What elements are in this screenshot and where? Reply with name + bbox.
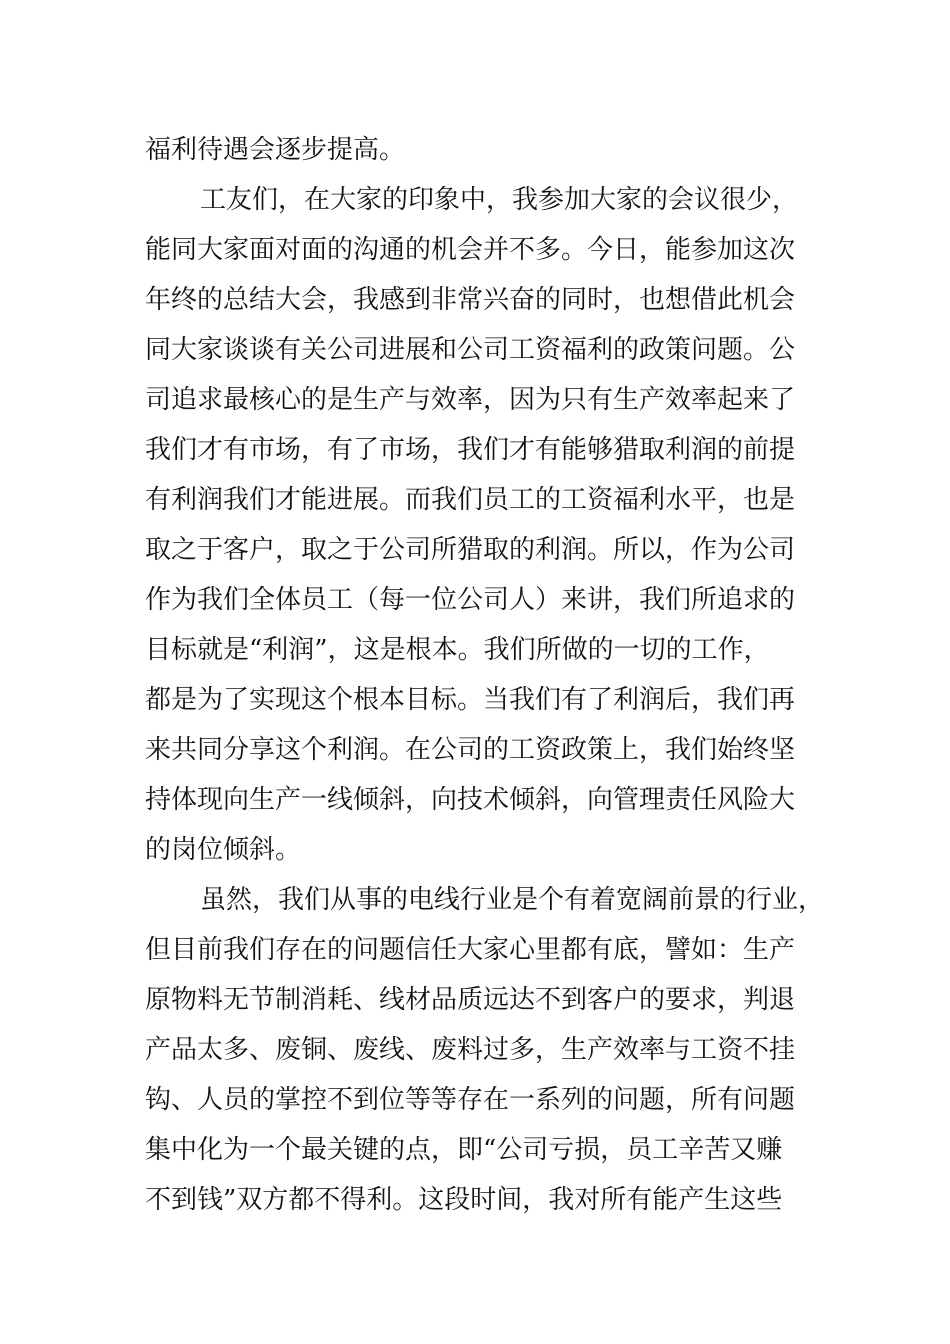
text-line: 的岗位倾斜。 bbox=[145, 835, 302, 865]
text-line: 不到钱”双方都不得利。这段时间，我对所有能产生这些 bbox=[145, 1185, 783, 1215]
text-line: 取之于客户，取之于公司所猎取的利润。所以，作为公司 bbox=[145, 535, 796, 565]
text-line: 集中化为一个最关键的点，即“公司亏损，员工辛苦又赚 bbox=[145, 1135, 783, 1165]
paragraph-first-line: 工友们，在大家的印象中，我参加大家的会议很少， bbox=[200, 185, 799, 215]
text-line: 作为我们全体员工（每一位公司人）来讲，我们所追求的 bbox=[145, 585, 796, 615]
text-line: 但目前我们存在的问题信任大家心里都有底，譬如：生产 bbox=[145, 935, 796, 965]
text-line: 产品太多、废铜、废线、废料过多，生产效率与工资不挂 bbox=[145, 1035, 796, 1065]
text-line: 来共同分享这个利润。在公司的工资政策上，我们始终坚 bbox=[145, 735, 796, 765]
text-line: 福利待遇会逐步提高。 bbox=[145, 135, 406, 165]
paragraph-first-line: 虽然，我们从事的电线行业是个有着宽阔前景的行业， bbox=[200, 885, 825, 915]
text-line: 司追求最核心的是生产与效率，因为只有生产效率起来了 bbox=[145, 385, 796, 415]
text-line: 目标就是“利润”，这是根本。我们所做的一切的工作， bbox=[145, 635, 770, 665]
text-line: 能同大家面对面的沟通的机会并不多。今日，能参加这次 bbox=[145, 235, 796, 265]
text-line: 都是为了实现这个根本目标。当我们有了利润后，我们再 bbox=[145, 685, 796, 715]
text-line: 钩、人员的掌控不到位等等存在一系列的问题，所有问题 bbox=[145, 1085, 796, 1115]
text-line: 持体现向生产一线倾斜，向技术倾斜，向管理责任风险大 bbox=[145, 785, 796, 815]
text-line: 同大家谈谈有关公司进展和公司工资福利的政策问题。公 bbox=[145, 335, 796, 365]
text-line: 我们才有市场，有了市场，我们才有能够猎取利润的前提 bbox=[145, 435, 796, 465]
text-line: 年终的总结大会，我感到非常兴奋的同时，也想借此机会 bbox=[145, 285, 796, 315]
text-line: 有利润我们才能进展。而我们员工的工资福利水平，也是 bbox=[145, 485, 796, 515]
text-line: 原物料无节制消耗、线材品质远达不到客户的要求，判退 bbox=[145, 985, 796, 1015]
